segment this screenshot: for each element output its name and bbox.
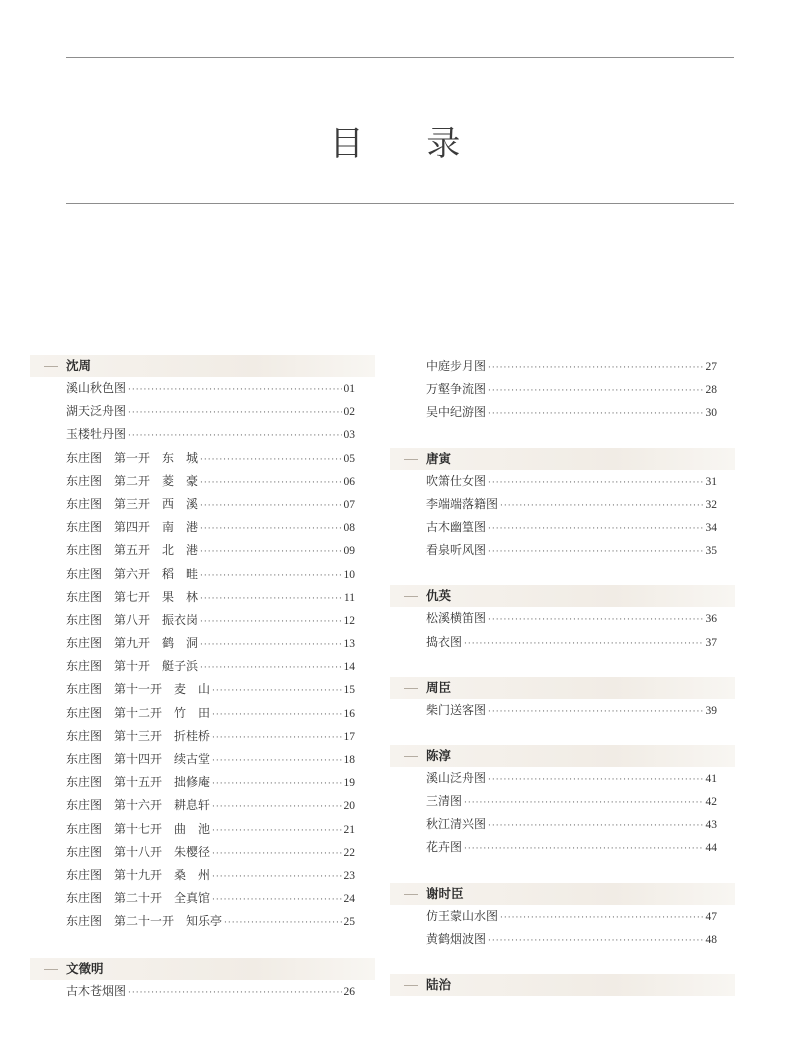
section-header [390,585,735,607]
toc-entry[interactable] [30,702,375,725]
dot-leader [488,541,703,564]
toc-entry-page-number: 18 [343,754,355,766]
dot-leader [488,403,703,426]
toc-entry-title: 看泉听风图 [426,543,487,558]
toc-entry[interactable] [30,400,375,423]
dot-leader [200,611,341,634]
toc-entry-page-number: 26 [343,985,355,998]
title-bottom-rule [66,203,734,204]
dot-leader [200,495,341,518]
toc-entry[interactable] [30,725,375,748]
toc-entry[interactable] [390,928,735,951]
toc-entry-title: 三清图 [426,794,463,809]
toc-entry-page-number: 05 [343,452,355,465]
section-header [30,958,375,980]
dot-leader [200,472,341,495]
section-spacer [390,860,735,883]
toc-entry[interactable] [30,539,375,562]
toc-entry-page-number: 37 [705,636,717,649]
toc-entry-page-number: 02 [343,406,355,419]
section-header [390,677,735,699]
toc-entry-page-number: 35 [705,545,717,558]
dot-leader [224,912,341,935]
toc-entry-page-number: 17 [343,730,355,743]
toc-entry-page-number: 44 [705,842,717,855]
toc-entry-page-number: 08 [343,522,355,535]
toc-entry[interactable] [390,607,735,630]
toc-entry-title: 东庄图 第十三开 折桂桥 [66,728,211,743]
toc-entry-page-number: 10 [343,568,355,581]
artist-name: 仇英 [426,588,452,604]
toc-entry[interactable] [390,767,735,790]
artist-name: 陆治 [426,977,452,992]
toc-entry[interactable] [30,887,375,910]
dot-leader [212,704,341,727]
section-dash-ornament [44,969,58,970]
toc-entry-title: 秋江清兴图 [426,817,487,832]
dot-leader [200,449,341,472]
toc-entry[interactable] [30,609,375,632]
section-dash-ornament [404,459,418,460]
toc-entry-title: 吴中纪游图 [426,405,487,420]
toc-entry[interactable] [30,818,375,841]
dot-leader [212,727,341,750]
section-spacer [390,425,735,448]
toc-entry-title: 中庭步月图 [426,359,487,373]
toc-entry-title: 溪山泛舟图 [426,770,487,785]
toc-entry-title: 花卉图 [426,840,463,855]
section-header [390,448,735,470]
toc-entry[interactable] [30,516,375,539]
toc-entry-title: 东庄图 第五开 北 港 [66,543,199,558]
toc-entry-title: 东庄图 第二开 菱 豪 [66,473,199,488]
toc-entry-title: 玉楼牡丹图 [66,427,127,442]
toc-entry[interactable] [30,980,375,1003]
artist-name: 文徵明 [66,960,104,976]
toc-entry-title: 东庄图 第四开 南 港 [66,520,199,535]
toc-entry-title: 松溪横笛图 [426,611,487,626]
toc-entry-page-number: 09 [343,545,355,558]
toc-entry-page-number: 21 [343,823,355,836]
toc-entry-page-number: 47 [705,910,717,923]
section-dash-ornament [404,985,418,986]
toc-entry-title: 湖天泛舟图 [66,404,127,419]
toc-entry-page-number: 42 [705,796,717,809]
page-title: 目 录 [329,124,487,164]
toc-entry[interactable] [390,699,735,722]
section-dash-ornament [404,596,418,597]
dot-leader [488,701,703,724]
toc-entry-title: 东庄图 第七开 果 林 [66,589,199,604]
toc-entry-title: 东庄图 第十八开 朱樱径 [66,844,211,859]
toc-entry-page-number: 30 [705,407,717,420]
toc-entry[interactable] [390,790,735,813]
section-header [390,974,735,996]
toc-entry[interactable] [390,516,735,539]
dot-leader [212,680,341,703]
toc-entry-page-number: 24 [343,893,355,906]
toc-entry-title: 捣衣图 [426,634,463,649]
toc-entry-page-number: 16 [343,707,355,720]
dot-leader [200,634,341,657]
toc-entry-title: 东庄图 第十开 艇子浜 [66,659,199,674]
dot-leader [464,838,703,861]
toc-entry-title: 东庄图 第十六开 耕息轩 [66,798,211,813]
dot-leader [488,472,703,495]
toc-entry-page-number: 07 [343,498,355,511]
section-header [30,355,375,377]
toc-entry[interactable] [30,655,375,678]
toc-entry-title: 东庄图 第九开 鹤 洞 [66,636,199,651]
toc-entry-title: 仿王蒙山水图 [426,908,499,923]
toc-entry[interactable] [30,470,375,493]
toc-entry-page-number: 27 [705,361,717,373]
toc-entry[interactable] [390,836,735,859]
toc-entry-title: 东庄图 第十一开 麦 山 [66,682,211,697]
dot-leader [488,609,703,632]
toc-entry-title: 东庄图 第十七开 曲 池 [66,821,211,836]
toc-entry[interactable] [30,748,375,771]
toc-entry[interactable] [390,905,735,928]
section-dash-ornament [404,894,418,895]
dot-leader [488,518,703,541]
dot-leader [488,357,703,380]
artist-name: 唐寅 [426,450,452,466]
toc-entry-page-number: 39 [705,704,717,717]
toc-entry[interactable] [390,631,735,654]
toc-entry-title: 古木苍烟图 [66,983,127,998]
toc-entry-page-number: 06 [343,475,355,488]
section-spacer [390,951,735,974]
section-spacer [30,934,375,958]
toc-entry[interactable] [390,401,735,424]
section-spacer [390,654,735,677]
toc-left-column [30,355,375,1003]
dot-leader [500,907,703,930]
dot-leader [212,773,341,796]
dot-leader [128,379,341,402]
dot-leader [128,425,341,448]
toc-entry[interactable] [30,447,375,470]
toc-entry[interactable] [30,586,375,609]
toc-entry-title: 黄鹤烟波图 [426,931,487,946]
toc-entry[interactable] [390,493,735,516]
dot-leader [464,792,703,815]
dot-leader [212,750,341,773]
dot-leader [488,815,703,838]
toc-entry[interactable] [30,678,375,701]
toc-entry-title: 东庄图 第二十一开 知乐亭 [66,914,223,929]
toc-entry-title: 东庄图 第十五开 拙修庵 [66,775,211,790]
dot-leader [200,541,341,564]
section-header [390,745,735,767]
section-spacer [390,562,735,585]
toc-entry-page-number: 22 [343,846,355,859]
dot-leader [464,633,703,656]
dot-leader [488,380,703,403]
artist-name: 周臣 [426,679,452,695]
dot-leader [128,982,341,1005]
toc-entry-page-number: 23 [343,869,355,882]
toc-entry[interactable] [390,355,735,378]
toc-entry-title: 古木幽篁图 [426,519,487,534]
toc-entry-title: 东庄图 第十二开 竹 田 [66,705,211,720]
top-rule [66,57,734,58]
toc-entry-title: 东庄图 第十四开 续古堂 [66,752,211,766]
dot-leader [200,588,342,611]
toc-right-column [390,355,735,996]
section-dash-ornament [404,756,418,757]
toc-entry-page-number: 01 [343,383,355,395]
toc-entry-page-number: 32 [705,498,717,511]
dot-leader [200,657,341,680]
toc-entry-page-number: 15 [343,684,355,697]
dot-leader [212,866,341,889]
toc-entry-title: 东庄图 第一开 东 城 [66,450,199,465]
toc-entry[interactable] [390,539,735,562]
toc-entry-page-number: 36 [705,613,717,626]
toc-entry[interactable] [30,563,375,586]
artist-name: 谢时臣 [426,885,464,901]
toc-entry-page-number: 03 [343,429,355,442]
toc-entry-title: 吹箫仕女图 [426,473,487,488]
toc-entry-title: 东庄图 第六开 稻 畦 [66,566,199,581]
toc-entry[interactable] [30,423,375,446]
toc-entry[interactable] [390,378,735,401]
toc-entry-page-number: 25 [343,916,355,929]
dot-leader [488,769,703,792]
toc-entry[interactable] [30,910,375,933]
dot-leader [128,402,341,425]
toc-entry-page-number: 20 [343,800,355,813]
toc-entry[interactable] [30,841,375,864]
toc-entry-title: 东庄图 第十九开 桑 州 [66,867,211,882]
toc-entry-page-number: 14 [343,661,355,674]
dot-leader [200,565,341,588]
toc-entry[interactable] [30,632,375,655]
artist-name: 沈周 [66,358,92,373]
dot-leader [212,796,341,819]
dot-leader [212,843,341,866]
toc-entry-title: 柴门送客图 [426,702,487,717]
toc-entry[interactable] [390,470,735,493]
toc-entry-page-number: 19 [343,777,355,790]
toc-entry-page-number: 11 [343,591,355,604]
dot-leader [212,889,341,912]
toc-entry-page-number: 31 [705,475,717,488]
section-dash-ornament [404,688,418,689]
toc-entry-title: 东庄图 第八开 振衣岗 [66,612,199,627]
toc-entry-title: 东庄图 第二十开 全真馆 [66,891,211,906]
section-header [390,883,735,905]
toc-entry[interactable] [30,794,375,817]
dot-leader [500,495,703,518]
toc-entry-page-number: 48 [705,933,717,946]
section-spacer [390,722,735,745]
toc-entry-title: 溪山秋色图 [66,381,127,395]
toc-entry-title: 东庄图 第三开 西 溪 [66,496,199,511]
toc-entry-page-number: 12 [343,614,355,627]
dot-leader [212,820,341,843]
toc-entry-page-number: 28 [705,384,717,397]
toc-entry[interactable] [30,771,375,794]
dot-leader [488,930,703,953]
toc-entry-page-number: 41 [705,772,717,785]
section-dash-ornament [44,366,58,367]
toc-entry[interactable] [30,377,375,400]
artist-name: 陈淳 [426,747,452,763]
toc-entry-page-number: 43 [705,819,717,832]
toc-entry[interactable] [30,864,375,887]
dot-leader [200,518,341,541]
toc-entry-title: 万壑争流图 [426,382,487,397]
toc-entry[interactable] [390,813,735,836]
toc-entry-page-number: 34 [705,521,717,534]
toc-entry[interactable] [30,493,375,516]
toc-entry-title: 李端端落籍图 [426,496,499,511]
toc-entry-page-number: 13 [343,638,355,651]
